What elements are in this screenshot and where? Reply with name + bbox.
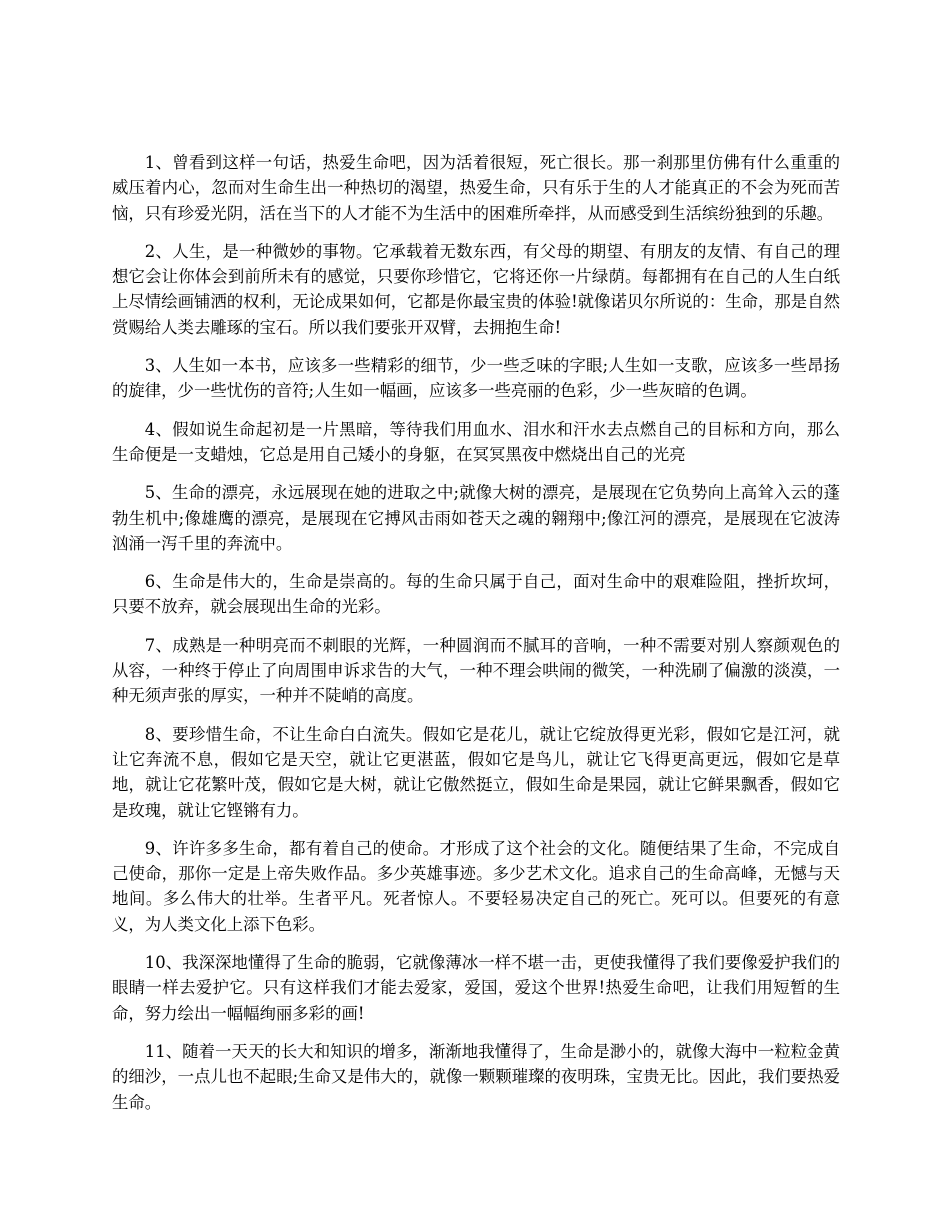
- paragraph-9: 9、许许多多生命，都有着自己的使命。才形成了这个社会的文化。随便结果了生命，不完成自己使命，那你一定是上帝失败作品。多少英雄事迹。多少艺术文化。追求自己的生命高峰，无憾与天地间。多么伟大的壮举。生者平凡。死者惊人。不要轻易决定自己的死亡。死可以。但要死的有意义，为人类文化上添下色彩。: [112, 838, 840, 934]
- paragraph-11: 11、随着一天天的长大和知识的增多，渐渐地我懂得了，生命是渺小的，就像大海中一粒粒金黄的细沙，一点儿也不起眼;生命又是伟大的，就像一颗颗璀璨的夜明珠，宝贵无比。因此，我们要热爱生命。: [112, 1041, 840, 1112]
- document-body: [112, 150, 840, 1128]
- paragraph-2: 2、人生，是一种微妙的事物。它承载着无数东西，有父母的期望、有朋友的友情、有自己的理想它会让你体会到前所未有的感觉，只要你珍惜它，它将还你一片绿荫。每都拥有在自己的人生白纸上尽情绘画铺洒的权利，无论成果如何，它都是你最宝贵的体验!就像诺贝尔所说的：生命，那是自然赏赐给人类去雕琢的宝石。所以我们要张开双臂，去拥抱生命!: [112, 241, 840, 337]
- paragraph-7: 7、成熟是一种明亮而不刺眼的光辉，一种圆润而不腻耳的音响，一种不需要对别人察颜观色的从容，一种终于停止了向周围申诉求告的大气，一种不理会哄闹的微笑，一种洗刷了偏激的淡漠，一种无须声张的厚实，一种并不陡峭的高度。: [112, 635, 840, 706]
- paragraph-10: 10、我深深地懂得了生命的脆弱，它就像薄冰一样不堪一击，更使我懂得了我们要像爱护我们的眼睛一样去爱护它。只有这样我们才能去爱家，爱国，爱这个世界!热爱生命吧，让我们用短暂的生命，努力绘出一幅幅绚丽多彩的画!: [112, 953, 840, 1023]
- paragraph-4: 4、假如说生命起初是一片黑暗，等待我们用血水、泪水和汗水去点燃自己的目标和方向，那么生命便是一支蜡烛，它总是用自己矮小的身躯，在冥冥黑夜中燃烧出自己的光亮: [112, 419, 840, 464]
- paragraph-6: 6、生命是伟大的，生命是崇高的。每的生命只属于自己，面对生命中的艰难险阻，挫折坎坷，只要不放弃，就会展现出生命的光彩。: [112, 572, 840, 617]
- paragraph-5: 5、生命的漂亮，永远展现在她的进取之中;就像大树的漂亮，是展现在它负势向上高耸入云的蓬勃生机中;像雄鹰的漂亮，是展现在它搏风击雨如苍天之魂的翱翔中;像江河的漂亮，是展现在它波涛汹涌一泻千里的奔流中。: [112, 483, 840, 553]
- paragraph-3: 3、人生如一本书，应该多一些精彩的细节，少一些乏味的字眼;人生如一支歌，应该多一些昂扬的旋律，少一些忧伤的音符;人生如一幅画，应该多一些亮丽的色彩，少一些灰暗的色调。: [112, 356, 840, 401]
- paragraph-8: 8、要珍惜生命，不让生命白白流失。假如它是花儿，就让它绽放得更光彩，假如它是江河，就让它奔流不息，假如它是天空，就让它更湛蓝，假如它是鸟儿，就让它飞得更高更远，假如它是草地，就让它花繁叶茂，假如它是大树，就让它傲然挺立，假如生命是果园，就让它鲜果飘香，假如它是玫瑰，就让它铿锵有力。: [112, 724, 840, 820]
- paragraph-1: 1、曾看到这样一句话，热爱生命吧，因为活着很短，死亡很长。那一刹那里仿佛有什么重重的威压着内心，忽而对生命生出一种热切的渴望，热爱生命，只有乐于生的人才能真正的不会为死而苦恼，只有珍爱光阴，活在当下的人才能不为生活中的困难所牵拌，从而感受到生活缤纷独到的乐趣。: [112, 153, 840, 223]
